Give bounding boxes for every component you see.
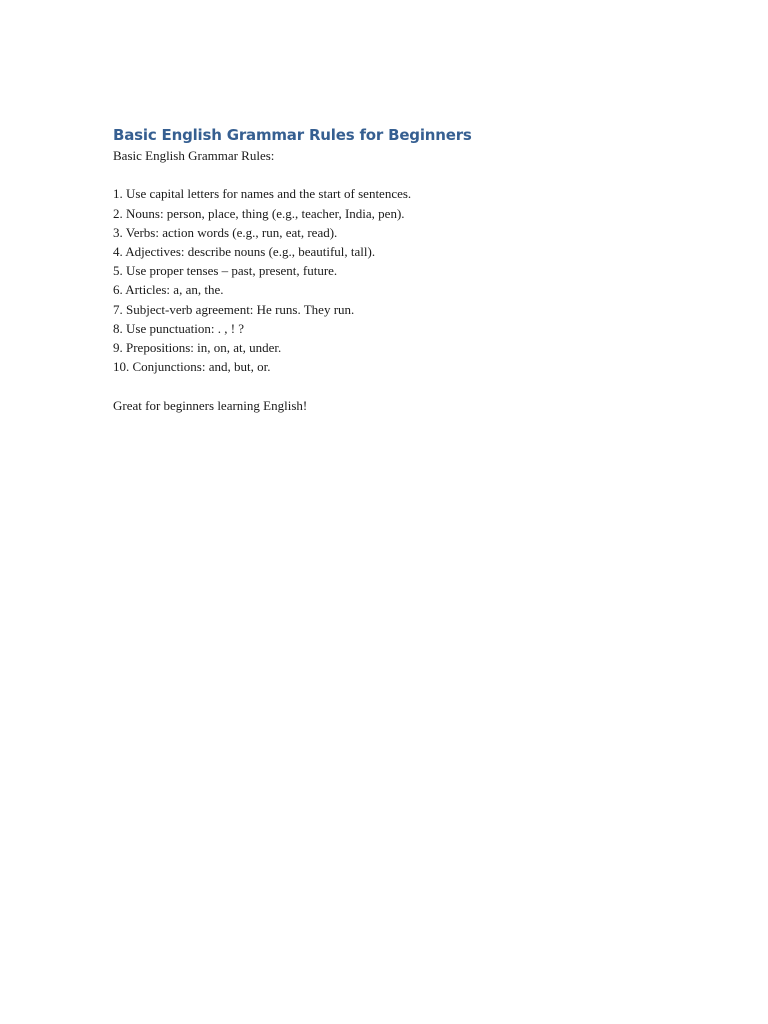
list-item: 7. Subject-verb agreement: He runs. They run. — [113, 301, 355, 317]
list-item: 1. Use capital letters for names and the start of sentences. — [113, 186, 412, 202]
list-item: 2. Nouns: person, place, thing (e.g., teacher, India, pen). — [113, 205, 405, 221]
paragraph-spacer — [113, 165, 673, 184]
list-item: 10. Conjunctions: and, but, or. — [113, 359, 271, 375]
list-item: 5. Use proper tenses – past, present, future. — [113, 263, 338, 279]
paragraph-spacer — [113, 376, 673, 395]
list-item: 6. Articles: a, an, the. — [113, 282, 224, 298]
list-item: 8. Use punctuation: . , ! ? — [113, 320, 245, 336]
list-item: 3. Verbs: action words (e.g., run, eat, read). — [113, 224, 338, 240]
list-item: 4. Adjectives: describe nouns (e.g., beautiful, tall). — [113, 244, 376, 259]
document-title: Basic English Grammar Rules for Beginners — [113, 126, 472, 144]
closing-text: Great for beginners learning English! — [113, 397, 308, 413]
list-item: 9. Prepositions: in, on, at, under. — [113, 340, 282, 356]
intro-text: Basic English Grammar Rules: — [113, 148, 275, 163]
rules-list — [113, 184, 673, 376]
document-body — [113, 124, 673, 415]
